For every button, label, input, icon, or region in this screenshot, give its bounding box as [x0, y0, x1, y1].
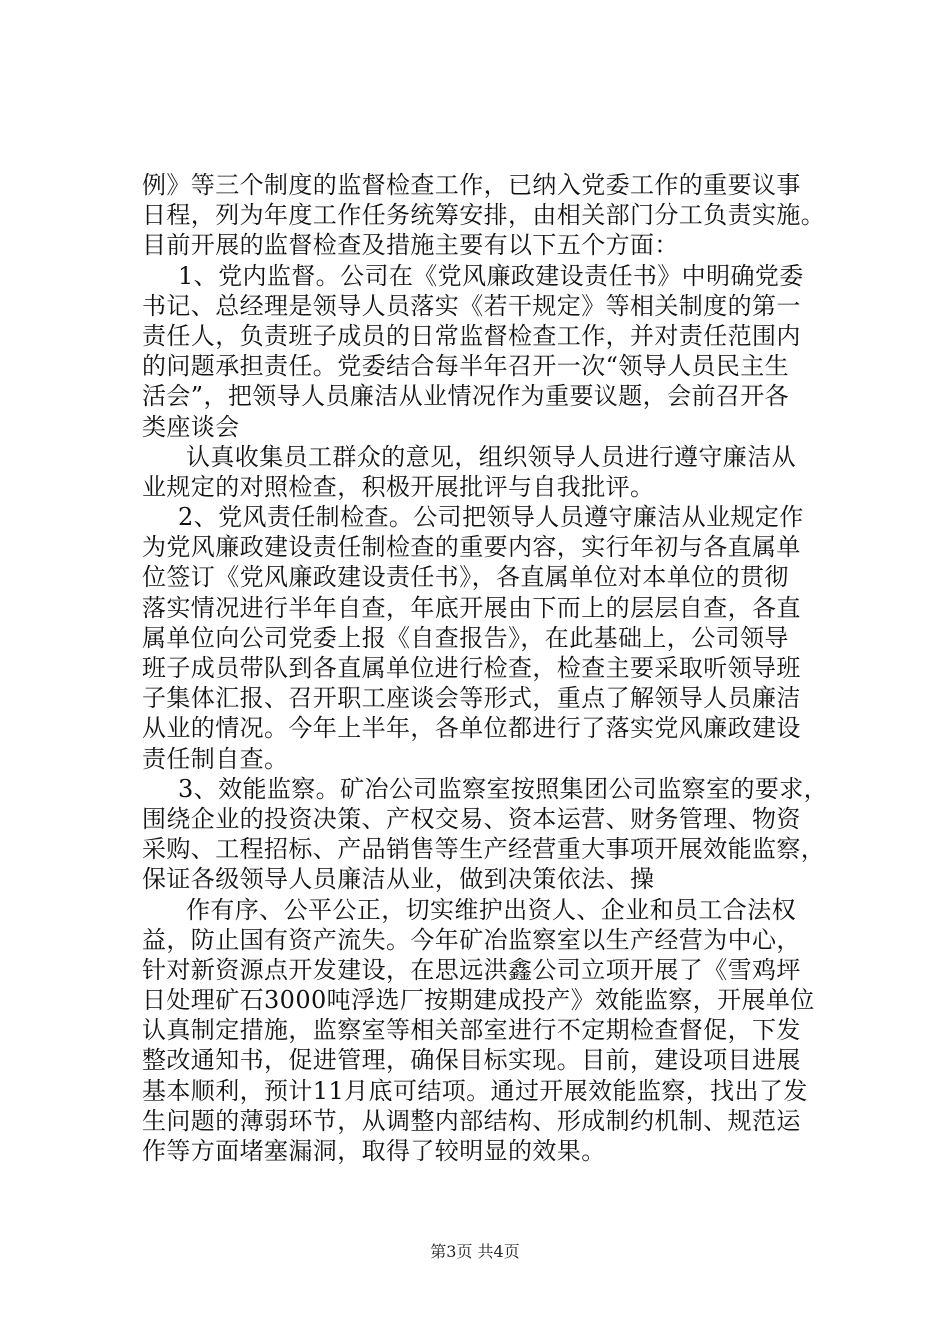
text-line: 责任人，负责班子成员的日常监督检查工作，并对责任范围内 — [142, 321, 801, 350]
text-line: 例》等三个制度的监督检查工作，已纳入党委工作的重要议事 — [142, 171, 801, 199]
text-line: 1、党内监督。公司在《党风廉政建设责任书》中明确党委 — [178, 261, 804, 290]
text-line: 为党风廉政建设责任制检查的重要内容，实行年初与各直属单 — [142, 533, 801, 562]
text-line: 的问题承担责任。党委结合每半年召开一次“领导人员民主生 — [142, 352, 790, 381]
text-line: 活会”，把领导人员廉洁从业情况作为重要议题，会前召开各 — [142, 382, 790, 411]
text-line: 基本顺利，预计11月底可结项。通过开展效能监察，找出了发 — [142, 1076, 808, 1105]
text-line: 业规定的对照检查，积极开展批评与自我批评。 — [142, 472, 655, 501]
text-line: 位签订《党风廉政建设责任书》，各直属单位对本单位的贯彻 — [142, 563, 789, 592]
text-line: 生问题的薄弱环节，从调整内部结构、形成制约机制、规范运 — [142, 1106, 801, 1135]
text-line: 围绕企业的投资决策、产权交易、资本运营、财务管理、物资 — [142, 804, 801, 833]
page-footer: 第3页 共4页 — [430, 1242, 520, 1261]
body-text — [142, 170, 862, 1166]
text-line: 书记、总经理是领导人员落实《若干规定》等相关制度的第一 — [142, 291, 801, 320]
text-line: 类座谈会 — [142, 412, 240, 441]
text-line: 责任制自查。 — [142, 744, 289, 773]
text-line: 认真制定措施，监察室等相关部室进行不定期检查督促，下发 — [142, 1016, 801, 1045]
text-line: 日处理矿石3000吨浮选厂按期建成投产》效能监察，开展单位 — [142, 986, 815, 1015]
text-line: 属单位向公司党委上报《自查报告》，在此基础上，公司领导 — [142, 623, 789, 652]
text-line: 3、效能监察。矿冶公司监察室按照集团公司监察室的要求， — [178, 774, 829, 803]
text-line: 保证各级领导人员廉洁从业，做到决策依法、操 — [142, 865, 655, 894]
text-line: 班子成员带队到各直属单位进行检查，检查主要采取听领导班 — [142, 654, 801, 682]
text-line: 子集体汇报、召开职工座谈会等形式，重点了解领导人员廉洁 — [142, 684, 801, 713]
text-line: 认真收集员工群众的意见，组织领导人员进行遵守廉洁从 — [186, 442, 796, 471]
text-line: 作等方面堵塞漏洞，取得了较明显的效果。 — [142, 1137, 606, 1165]
text-line: 日程，列为年度工作任务统筹安排，由相关部门分工负责实施。 — [142, 201, 826, 230]
text-line: 落实情况进行半年自查，年底开展由下而上的层层自查，各直 — [142, 593, 801, 622]
text-line: 目前开展的监督检查及措施主要有以下五个方面： — [142, 231, 679, 260]
text-line: 2、党风责任制检查。公司把领导人员遵守廉洁从业规定作 — [178, 503, 804, 532]
text-line: 针对新资源点开发建设，在思远洪鑫公司立项开展了《雪鸡坪 — [142, 955, 801, 984]
text-line: 从业的情况。今年上半年，各单位都进行了落实党风廉政建设 — [142, 714, 801, 743]
text-line: 采购、工程招标、产品销售等生产经营重大事项开展效能监察， — [142, 835, 826, 864]
text-line: 作有序、公平公正，切实维护出资人、企业和员工合法权 — [186, 895, 796, 924]
text-line: 整改通知书，促进管理，确保目标实现。目前，建设项目进展 — [142, 1046, 801, 1075]
text-line: 益，防止国有资产流失。今年矿冶监察室以生产经营为中心， — [142, 925, 801, 954]
